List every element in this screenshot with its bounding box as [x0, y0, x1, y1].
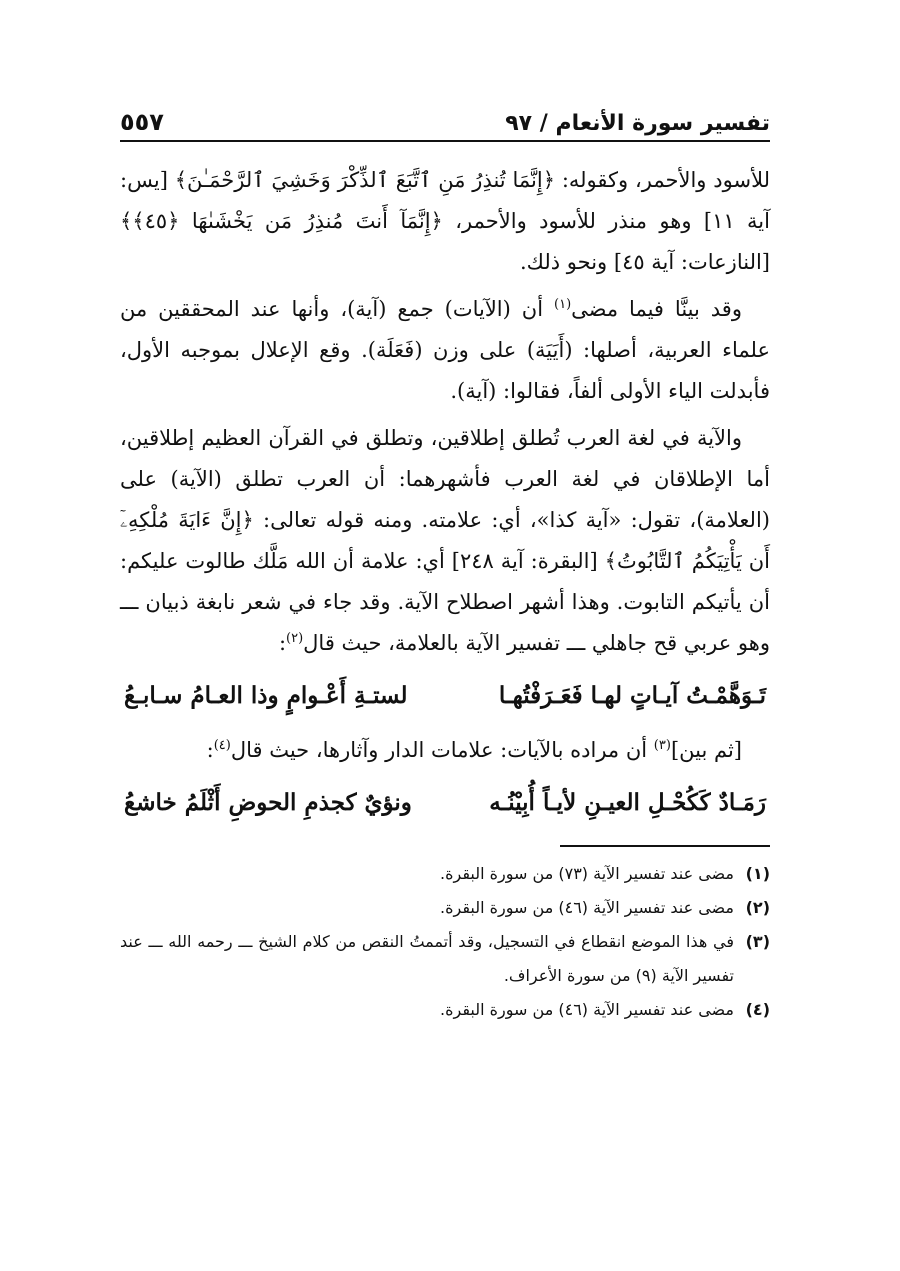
poem-verse-2	[120, 779, 770, 827]
poem-1-first-hemistich: تَـوَهَّمْـتُ آيـاتٍ لهـا فَعَـرَفْتُهـا	[498, 682, 766, 709]
footnote-4-number: (٤)	[745, 1000, 770, 1019]
running-header	[120, 96, 770, 142]
poem-2-second-hemistich: ونؤيٌ كجذمِ الحوضِ أَثْلَمُ خاشعُ	[124, 789, 412, 816]
paragraph-1-text: للأسود والأحمر، وكقوله: ﴿إِنَّمَا تُنذِرُ مَنِ ٱتَّبَعَ ٱلذِّكْرَ وَخَشِيَ ٱلرَّحْمَـٰنَ﴾ [يس: آية ١١] وهو منذر للأسود والأحمر، ﴿إِنَّمَآ أَنتَ مُنذِرُ مَن يَخْشَىٰهَا ﴿٤٥﴾﴾ [النازعات: آية ٤٥] ونحو ذلك.	[120, 168, 770, 274]
footnote-1	[120, 857, 770, 891]
paragraph-4-text-c: :	[206, 738, 214, 762]
footnotes	[120, 857, 770, 1027]
paragraph-3-text-a: والآية في لغة العرب تُطلق إطلاقين، وتطلق في القرآن العظيم إطلاقين، أما الإطلاقان في لغة العرب فأشهرهما: أن العرب تطلق (الآية) على (العلامة)، تقول: «آية كذا»، أي: علامته. ومنه قوله تعالى: ﴿إِنَّ ءَايَةَ مُلْكِهِۦٓ أَن يَأْتِيَكُمُ ٱلتَّابُوتُ﴾ [البقرة: آية ٢٤٨] أي: علامة أن الله مَلَّك طالوت عليكم: أن يأتيكم التابوت. وهذا أشهر اصطلاح الآية. وقد جاء في شعر نابغة ذبيان ـــ وهو عربي قح جاهلي ـــ تفسير الآية بالعلامة، حيث قال	[120, 426, 771, 655]
main-text	[120, 160, 770, 827]
paragraph-2	[120, 289, 770, 412]
footnote-4	[120, 993, 770, 1027]
footnote-3-number: (٣)	[745, 932, 770, 951]
paragraph-2-text-a: وقد بينَّا فيما مضى	[571, 297, 742, 321]
paragraph-4-text-a: [ثم بين]	[670, 738, 742, 762]
footnote-2-number: (٢)	[745, 898, 770, 917]
footnote-divider	[560, 845, 770, 847]
footnote-1-text: مضى عند تفسير الآية (٧٣) من سورة البقرة.	[440, 864, 734, 883]
paragraph-3-text-b: :	[278, 631, 287, 655]
paragraph-2-text-b: أن (الآيات) جمع (آية)، وأنها عند المحققين من علماء العربية، أصلها: (أَيَيَة) على وزن (فَعَلَة). وقع الإعلال بموجبه الأول، فأبدلت الياء الأولى ألفاً، فقالوا: (آية).	[120, 297, 770, 403]
footnote-3-text: في هذا الموضع انقطاع في التسجيل، وقد أتممتُ النقص من كلام الشيخ ـــ رحمه الله ـــ عند تفسير الآية (٩) من سورة الأعراف.	[120, 932, 734, 985]
running-title: تفسير سورة الأنعام / ٩٧	[505, 111, 770, 136]
footnote-4-text: مضى عند تفسير الآية (٤٦) من سورة البقرة.	[440, 1000, 734, 1019]
footnote-2	[120, 891, 770, 925]
footnote-1-number: (١)	[745, 864, 770, 883]
footnote-ref-3[interactable]: (٣)	[653, 738, 671, 753]
page-number: ٥٥٧	[120, 108, 164, 136]
book-page	[120, 96, 770, 1176]
poem-1-second-hemistich: لستـةِ أَعْـوامٍ وذا العـامُ سـابـعُ	[124, 682, 408, 709]
paragraph-3	[120, 418, 770, 664]
poem-verse-1	[120, 672, 770, 720]
footnote-ref-1[interactable]: (١)	[554, 297, 572, 312]
paragraph-1	[120, 160, 770, 283]
footnote-ref-4[interactable]: (٤)	[213, 738, 231, 753]
footnote-2-text: مضى عند تفسير الآية (٤٦) من سورة البقرة.	[440, 898, 734, 917]
footnote-ref-2[interactable]: (٢)	[286, 631, 304, 646]
poem-2-first-hemistich: رَمَـادٌ كَكُحْـلِ العيـنِ لأيـاً أُبِيْنُـه	[489, 789, 766, 816]
footnote-3	[120, 925, 770, 993]
paragraph-4-text-b: أن مراده بالآيات: علامات الدار وآثارها، حيث قال	[230, 738, 654, 762]
paragraph-4	[120, 730, 770, 771]
